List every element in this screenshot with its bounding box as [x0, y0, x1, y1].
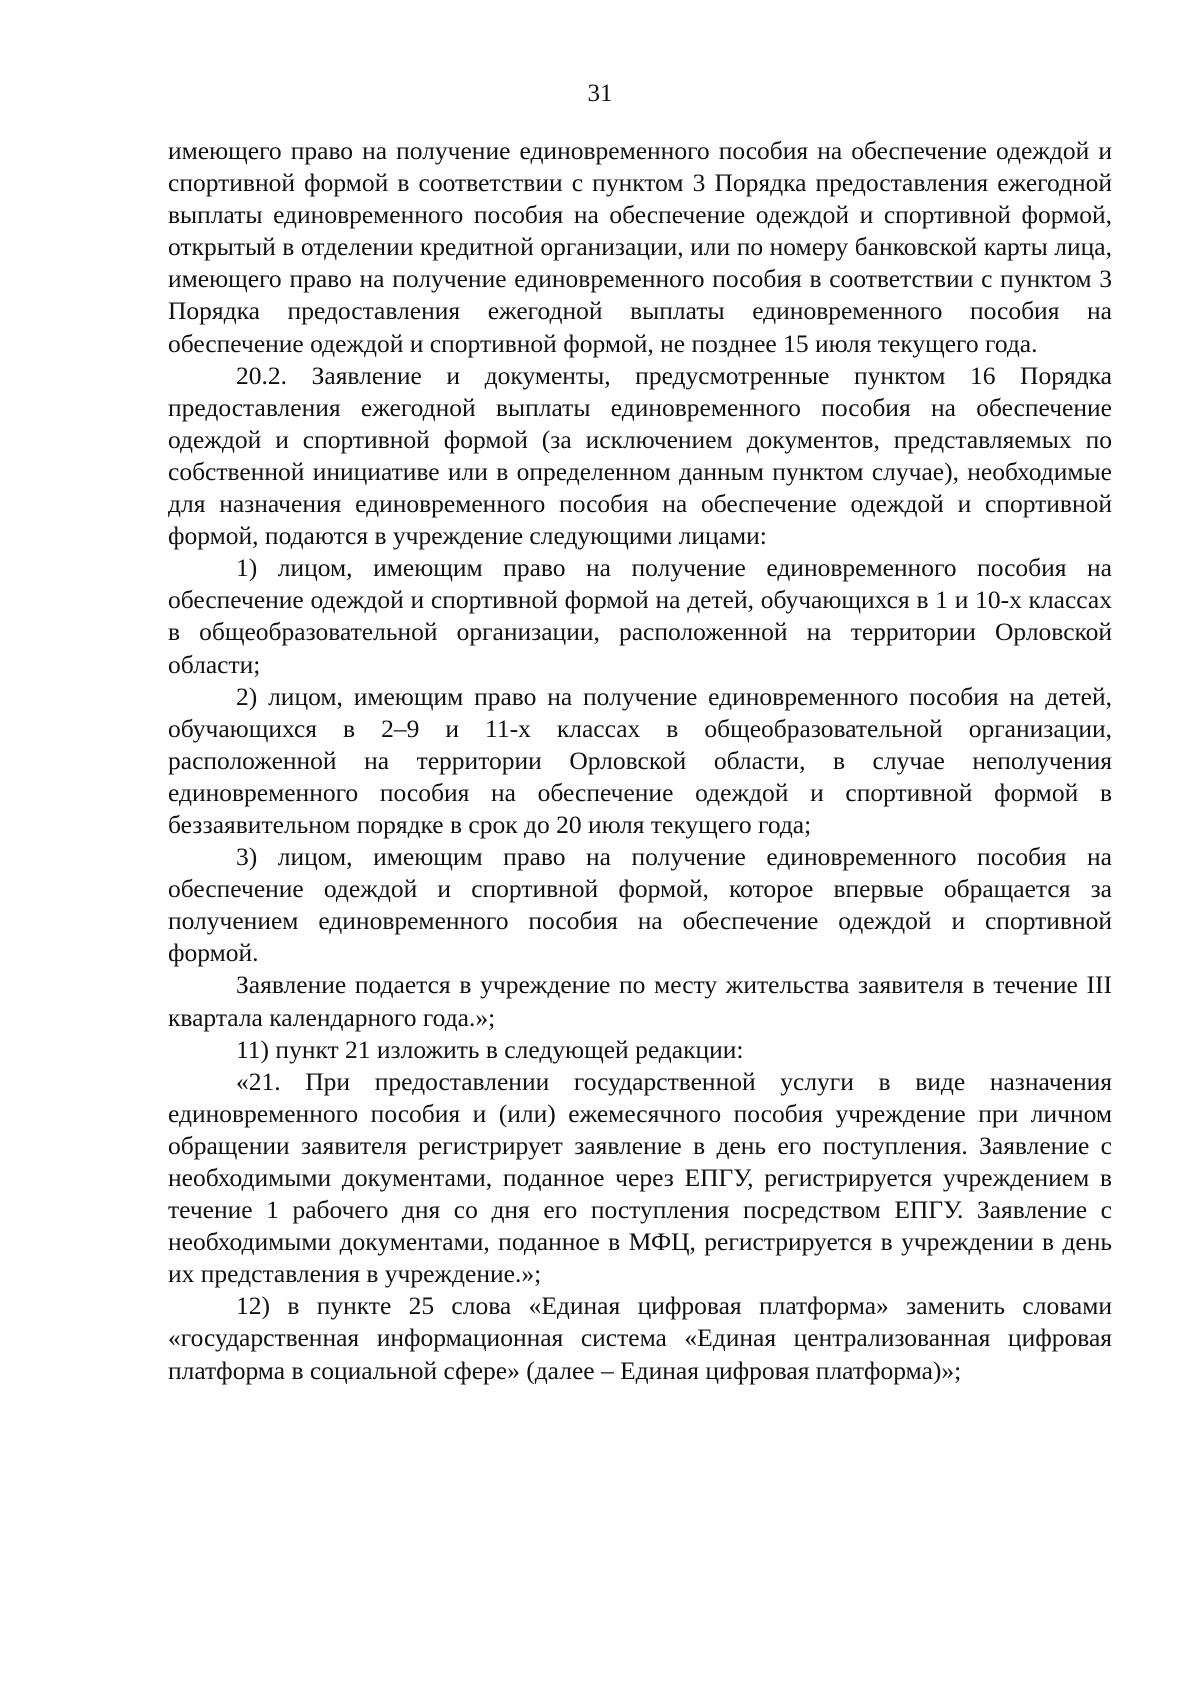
document-body	[168, 135, 1112, 1387]
paragraph-7: 11) пункт 21 изложить в следующей редакции:	[236, 1034, 744, 1064]
page-number: 31	[587, 80, 613, 107]
paragraph-9: 12) в пункте 25 слова «Единая цифровая платформа» заменить словами «государственная информационная система «Единая централизованная цифровая платформа в социальной сфере» (далее – Единая цифровая платформа)»;	[168, 1291, 1112, 1385]
paragraph-2: 20.2. Заявление и документы, предусмотренные пунктом 16 Порядка предоставления ежегодной выплаты единовременного пособия на обеспечение одеждой и спортивной формой (за исключением документов, представляемых по собственной инициативе или в определенном данным пунктом случае), необходимые для назначения единовременного пособия на обеспечение одеждой и спортивной формой, подаются в учреждение следующими лицами:	[168, 360, 1112, 551]
paragraph-3: 1) лицом, имеющим право на получение единовременного пособия на обеспечение одеждой и спортивной формой на детей, обучающихся в 1 и 10-х классах в общеобразовательной организации, расположенной на территории Орловской области;	[168, 553, 1112, 679]
paragraph-8: «21. При предоставлении государственной услуги в виде назначения единовременного пособия и (или) ежемесячного пособия учреждение при личном обращении заявителя регистрирует заявление в день его поступления. Заявление с необходимыми документами, поданное через ЕПГУ, регистрируется учреждением в течение 1 рабочего дня со дня его поступления посредством ЕПГУ. Заявление с необходимыми документами, поданное в МФЦ, регистрируется в учреждении в день их представления в учреждение.»;	[168, 1066, 1112, 1289]
paragraph-1: имеющего право на получение единовременного пособия на обеспечение одеждой и спортивной формой в соответствии с пунктом 3 Порядка предоставления ежегодной выплаты единовременного пособия на обеспечение одеждой и спортивной формой, открытый в отделении кредитной организации, или по номеру банковской карты лица, имеющего право на получение единовременного пособия в соответствии с пунктом 3 Порядка предоставления ежегодной выплаты единовременного пособия на обеспечение одеждой и спортивной формой, не позднее 15 июля текущего года.	[168, 136, 1112, 358]
paragraph-4: 2) лицом, имеющим право на получение единовременного пособия на детей, обучающихся в 2–9 и 11-х классах в общеобразовательной организации, расположенной на территории Орловской области, в случае неполучения единовременного пособия на обеспечение одеждой и спортивной формой в беззаявительном порядке в срок до 20 июля текущего года;	[168, 681, 1112, 839]
paragraph-5: 3) лицом, имеющим право на получение единовременного пособия на обеспечение одеждой и спортивной формой, которое впервые обращается за получением единовременного пособия на обеспечение одеждой и спортивной формой.	[168, 842, 1112, 968]
paragraph-6: Заявление подается в учреждение по месту жительства заявителя в течение III квартала календарного года.»;	[168, 970, 1112, 1032]
